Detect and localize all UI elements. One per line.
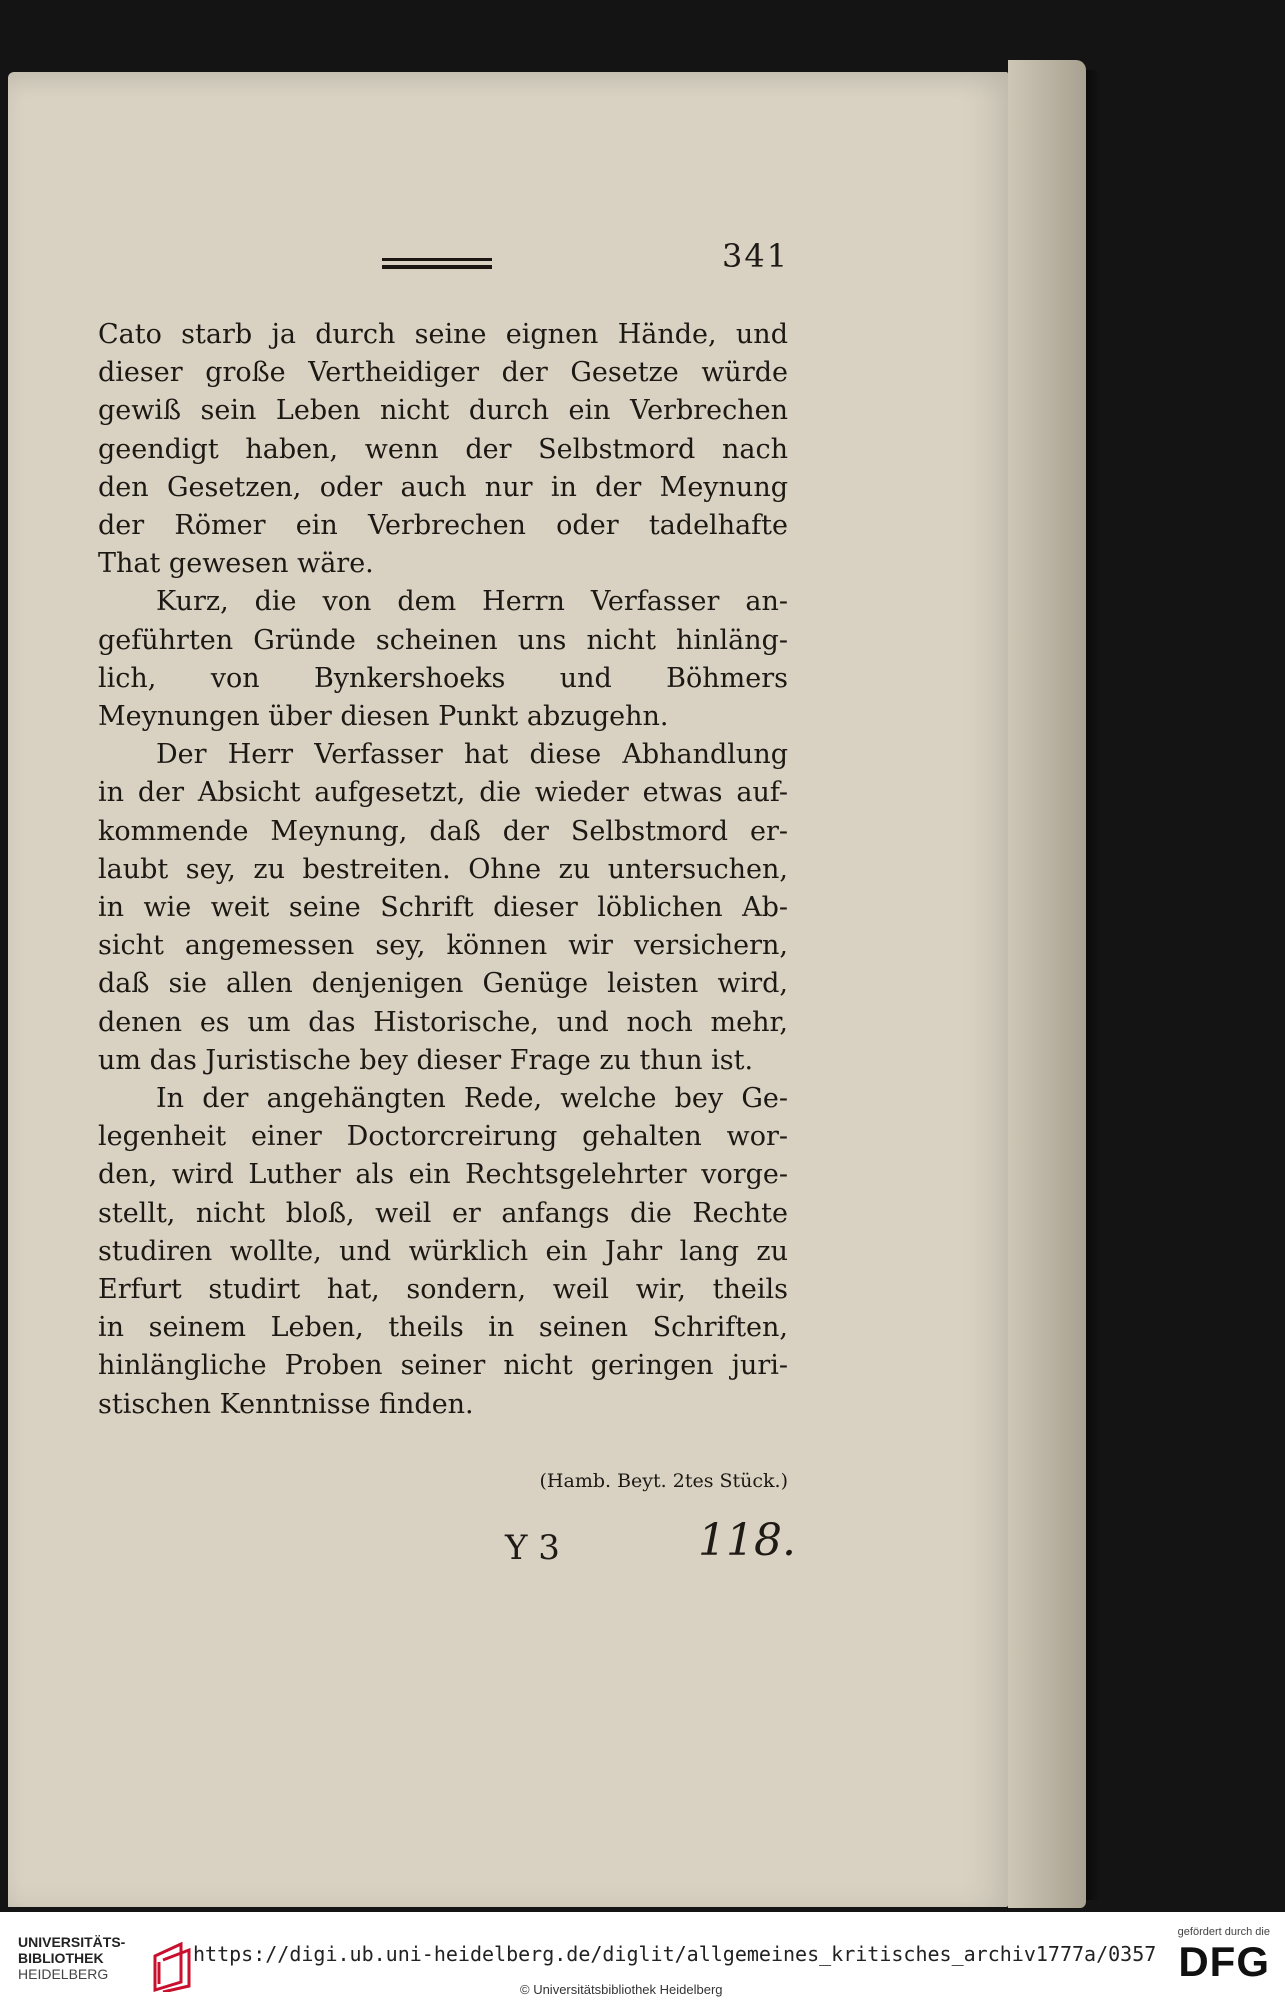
text-line: in der Absicht aufgesetzt, die wieder etwas auf- [98,777,788,809]
library-logo[interactable] [18,1934,188,1994]
paragraph-3 [98,736,788,1080]
text-line: Meynungen über diesen Punkt abzugehn. [98,701,669,733]
funding-label: gefördert durch die [1177,1926,1270,1938]
text-line: stellt, nicht bloß, weil er anfangs die Rechte [98,1197,788,1229]
paragraph-4 [98,1080,788,1424]
handwritten-number: 118. [698,1515,796,1566]
text-line: laubt sey, zu bestreiten. Ohne zu untersuchen, [98,853,788,885]
text-line: in wie weit seine Schrift dieser löblichen Ab- [98,892,788,924]
library-name-line2: BIBLIOTHEK [18,1950,104,1966]
library-name-line3: HEIDELBERG [18,1966,109,1982]
viewer-footer [0,1912,1285,2003]
page-edge-shadow [1086,70,1100,1900]
copyright-notice: © Universitätsbibliothek Heidelberg [520,1982,723,1997]
text-line: Kurz, die von dem Herrn Verfasser an- [156,586,788,618]
permalink-url[interactable]: https://digi.ub.uni-heidelberg.de/diglit/allgemeines_kritisches_archiv1777a/0357 [193,1942,1157,1966]
text-line: der Römer ein Verbrechen oder tadelhafte [98,510,788,542]
paragraph-1 [98,316,788,583]
text-line: geendigt haben, wenn der Selbstmord nach [98,433,788,465]
signature-mark: Y 3 [505,1528,560,1568]
text-line: Cato starb ja durch seine eignen Hände, und [98,319,788,350]
paragraph-2 [98,583,788,736]
text-line: geführten Gründe scheinen uns nicht hinläng- [98,624,788,656]
body-text [98,316,788,1424]
text-line: studiren wollte, und würklich ein Jahr lang zu [98,1235,788,1267]
text-line: sicht angemessen sey, können wir versichern, [98,930,788,962]
text-line: gewiß sein Leben nicht durch ein Verbrechen [98,395,788,427]
text-line: in seinem Leben, theils in seinen Schriften, [98,1312,788,1344]
dfg-logo-text: DFG [1178,1938,1270,1985]
text-line: kommende Meynung, daß der Selbstmord er- [98,815,788,847]
source-note: (Hamb. Beyt. 2tes Stück.) [539,1470,788,1492]
text-line: um das Juristische bey dieser Frage zu thun ist. [98,1044,754,1076]
text-line: Erfurt studirt hat, sondern, weil wir, theils [98,1274,788,1306]
text-line: lich, von Bynkershoeks und Böhmers [98,662,788,694]
text-line: In der angehängten Rede, welche bey Ge- [156,1083,788,1115]
dfg-logo[interactable] [1140,1926,1270,1996]
text-line: denen es um das Historische, und noch mehr, [98,1006,788,1038]
text-line: den, wird Luther als ein Rechtsgelehrter vorge- [98,1159,788,1191]
text-line: dieser große Vertheidiger der Gesetze würde [98,357,788,389]
text-line: That gewesen wäre. [98,548,374,580]
text-line: daß sie allen denjenigen Genüge leisten wird, [98,968,788,1000]
text-line: legenheit einer Doctorcreirung gehalten wor- [98,1121,788,1153]
text-line: den Gesetzen, oder auch nur in der Meynung [98,471,788,503]
text-line: hinlängliche Proben seiner nicht geringen juri- [98,1350,788,1382]
page-edge [1008,60,1086,1908]
page-number: 341 [722,237,790,275]
library-name-line1: UNIVERSITÄTS- [18,1934,126,1950]
library-logo-icon [151,1942,195,1992]
header-rule [382,258,492,270]
text-line: Der Herr Verfasser hat diese Abhandlung [156,739,788,771]
text-line: stischen Kenntnisse finden. [98,1388,474,1420]
